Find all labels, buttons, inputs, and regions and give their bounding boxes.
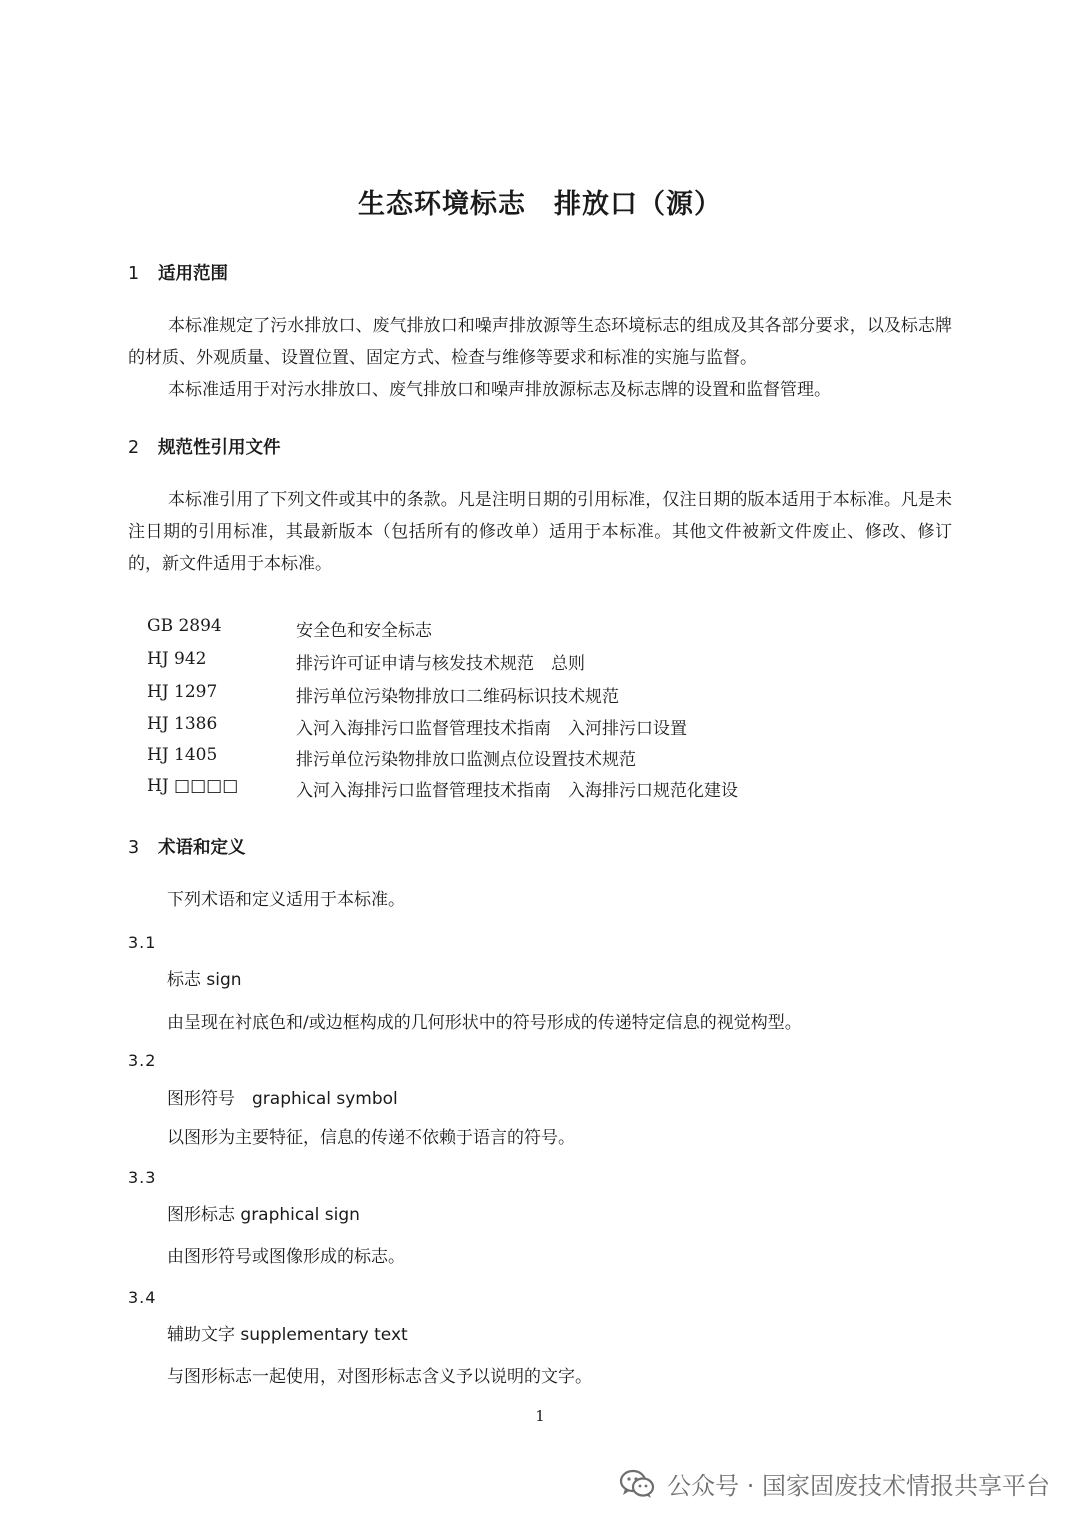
section-2-title: 规范性引用文件 (158, 438, 281, 458)
watermark-text: 公众号 · 国家固废技术情报共享平台 (667, 1472, 1050, 1500)
section-3-title: 术语和定义 (158, 838, 246, 858)
reference-title: 安全色和安全标志 (296, 621, 432, 641)
reference-code: HJ □□□□ (147, 776, 239, 796)
term-name: 图形标志 graphical sign (167, 1205, 360, 1225)
page-number: 1 (535, 1407, 545, 1425)
term-number: 3.1 (128, 933, 157, 952)
term-definition: 由呈现在衬底色和/或边框构成的几何形状中的符号形成的传递特定信息的视觉构型。 (167, 1013, 802, 1033)
reference-title: 排污许可证申请与核发技术规范 总则 (296, 654, 585, 674)
section-2-number: 2 (128, 438, 140, 458)
watermark (619, 1466, 1050, 1501)
section-1-paragraph-2: 本标准适用于对污水排放口、废气排放口和噪声排放源标志及标志牌的设置和监督管理。 (168, 380, 831, 400)
section-3-number: 3 (128, 838, 140, 858)
section-1-title: 适用范围 (158, 264, 228, 284)
section-1-body (128, 310, 952, 406)
reference-code: HJ 1386 (147, 714, 218, 734)
term-definition: 以图形为主要特征，信息的传递不依赖于语言的符号。 (167, 1128, 575, 1148)
reference-title: 入河入海排污口监督管理技术指南 入海排污口规范化建设 (296, 781, 738, 801)
section-2-paragraph: 本标准引用了下列文件或其中的条款。凡是注明日期的引用标准，仅注日期的版本适用于本标准。凡是未注日期的引用标准，其最新版本（包括所有的修改单）适用于本标准。其他文件被新文件废止、修改、修订的，新文件适用于本标准。 (128, 490, 952, 574)
term-name: 辅助文字 supplementary text (167, 1325, 408, 1345)
section-3-intro: 下列术语和定义适用于本标准。 (167, 890, 405, 910)
term-definition: 由图形符号或图像形成的标志。 (167, 1247, 405, 1267)
section-2-heading (128, 434, 281, 459)
reference-code: GB 2894 (147, 616, 222, 636)
term-number: 3.2 (128, 1051, 157, 1070)
reference-title: 排污单位污染物排放口监测点位设置技术规范 (296, 750, 636, 770)
term-name: 图形符号 graphical symbol (167, 1089, 398, 1109)
reference-code: HJ 1297 (147, 682, 218, 702)
document-title: 生态环境标志 排放口（源） (358, 189, 722, 220)
section-1-heading (128, 260, 228, 285)
term-definition: 与图形标志一起使用，对图形标志含义予以说明的文字。 (167, 1367, 592, 1387)
term-number: 3.3 (128, 1168, 157, 1187)
reference-title: 入河入海排污口监督管理技术指南 入河排污口设置 (296, 719, 687, 739)
section-3-heading (128, 834, 246, 859)
term-name: 标志 sign (167, 970, 242, 990)
reference-title: 排污单位污染物排放口二维码标识技术规范 (296, 687, 619, 707)
reference-code: HJ 1405 (147, 745, 218, 765)
section-1-paragraph-1: 本标准规定了污水排放口、废气排放口和噪声排放源等生态环境标志的组成及其各部分要求，以及标志牌的材质、外观质量、设置位置、固定方式、检查与维修等要求和标准的实施与监督。 (128, 316, 952, 368)
reference-code: HJ 942 (147, 649, 207, 669)
section-2-body (128, 484, 952, 580)
wechat-icon (619, 1469, 655, 1499)
section-1-number: 1 (128, 264, 140, 284)
term-number: 3.4 (128, 1288, 157, 1307)
